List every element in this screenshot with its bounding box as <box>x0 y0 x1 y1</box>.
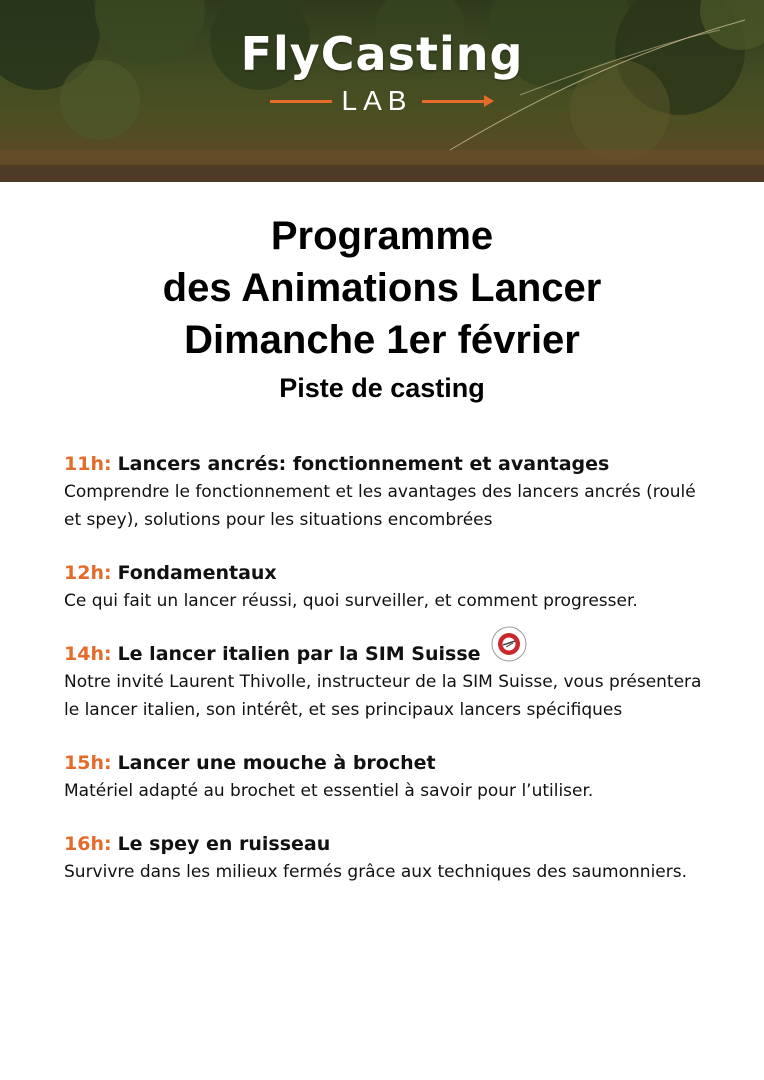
program-item-description: Ce qui fait un lancer réussi, quoi surveiller, et comment progresser. <box>64 591 638 611</box>
program-item <box>64 450 714 534</box>
program-item-title: Fondamentaux <box>117 562 277 584</box>
program-item-heading <box>64 450 714 478</box>
logo-sub-row <box>0 86 764 116</box>
program-item <box>64 559 714 615</box>
program-item-heading <box>64 640 714 668</box>
program-item-heading <box>64 749 714 777</box>
program-item-title: Le spey en ruisseau <box>117 833 331 855</box>
logo <box>0 28 764 116</box>
title-line-1: Programme <box>270 214 494 258</box>
subtitle: Piste de casting <box>279 373 485 403</box>
program-item-description: Matériel adapté au brochet et essentiel à savoir pour l’utiliser. <box>64 781 594 801</box>
program-item-time: 15h: <box>64 752 112 774</box>
arrow-icon <box>484 95 494 107</box>
program-item-time: 12h: <box>64 562 112 584</box>
header-banner <box>0 0 764 182</box>
logo-left-line <box>270 100 332 103</box>
program-item <box>64 640 714 724</box>
program-item <box>64 830 714 886</box>
program-item-time: 16h: <box>64 833 112 855</box>
program-list <box>64 450 714 911</box>
logo-main-text: FlyCasting <box>240 27 524 81</box>
program-item-title: Le lancer italien par la SIM Suisse <box>117 643 481 665</box>
program-item-heading <box>64 559 714 587</box>
title-line-2: des Animations Lancer <box>162 266 602 310</box>
program-item <box>64 749 714 805</box>
logo-sub-text: LAB <box>341 85 413 116</box>
logo-right-line <box>422 100 484 103</box>
program-item-title: Lancer une mouche à brochet <box>117 752 436 774</box>
program-item-description: Comprendre le fonctionnement et les avantages des lancers ancrés (roulé et spey), solutions pour les situations encombrées <box>64 482 696 530</box>
program-item-title: Lancers ancrés: fonctionnement et avantages <box>117 453 610 475</box>
program-item-heading <box>64 830 714 858</box>
title-line-3: Dimanche 1er février <box>184 318 580 362</box>
program-item-time: 11h: <box>64 453 112 475</box>
program-item-time: 14h: <box>64 643 112 665</box>
title-block <box>0 210 764 406</box>
sim-suisse-badge-icon <box>491 626 527 662</box>
program-item-description: Survivre dans les milieux fermés grâce aux techniques des saumonniers. <box>64 862 687 882</box>
program-item-description: Notre invité Laurent Thivolle, instructeur de la SIM Suisse, vous présentera le lancer italien, son intérêt, et ses principaux lancers spécifiques <box>64 672 702 720</box>
